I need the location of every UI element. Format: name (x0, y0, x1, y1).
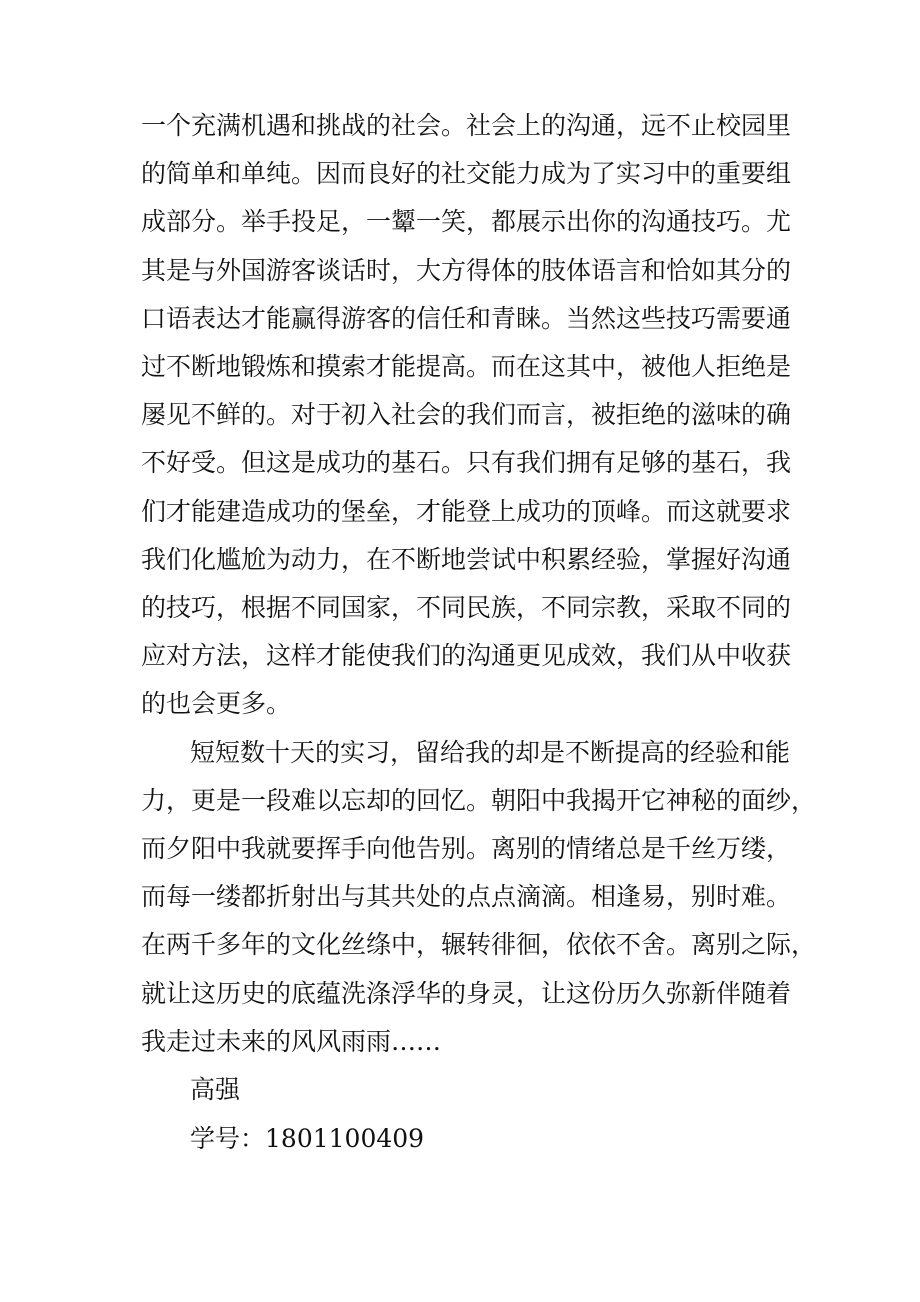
paragraph-2-line: 而夕阳中我就要挥手向他告别。离别的情绪总是千丝万缕， (141, 834, 792, 863)
paragraph-1-line: 成部分。举手投足，一颦一笑，都展示出你的沟通技巧。尤 (141, 207, 792, 236)
paragraph-2-line: 在两千多年的文化丝绦中，辗转徘徊，依依不舍。离别之际， (141, 930, 817, 959)
author-name: 高强 (190, 1075, 241, 1104)
paragraph-1-line: 口语表达才能赢得游客的信任和青睐。当然这些技巧需要通 (141, 304, 792, 333)
student-id-value: 1801100409 (265, 1124, 425, 1153)
paragraph-2-line: 就让这历史的底蕴洗涤浮华的身灵，让这份历久弥新伴随着 (141, 979, 792, 1008)
paragraph-2-line: 我走过未来的风风雨雨…… (141, 1027, 442, 1056)
paragraph-1-line: 我们化尴尬为动力，在不断地尝试中积累经验，掌握好沟通 (141, 545, 792, 574)
paragraph-1-line: 屡见不鲜的。对于初入社会的我们而言，被拒绝的滋味的确 (141, 400, 792, 429)
paragraph-1-line: 其是与外国游客谈话时，大方得体的肢体语言和恰如其分的 (141, 256, 792, 285)
student-id-line (190, 1124, 830, 1154)
paragraph-2-line: 力，更是一段难以忘却的回忆。朝阳中我揭开它神秘的面纱， (141, 786, 817, 815)
paragraph-2-line: 而每一缕都折射出与其共处的点点滴滴。相逢易，别时难。 (141, 882, 792, 911)
paragraph-1-line: 的也会更多。 (141, 689, 292, 718)
paragraph-1-line: 的简单和单纯。因而良好的社交能力成为了实习中的重要组 (141, 159, 792, 188)
paragraph-1-line: 过不断地锻炼和摸索才能提高。而在这其中，被他人拒绝是 (141, 352, 792, 381)
paragraph-1-line: 一个充满机遇和挑战的社会。社会上的沟通，远不止校园里 (141, 111, 792, 140)
student-id-label: 学号： (190, 1124, 266, 1153)
paragraph-1-line: 们才能建造成功的堡垒，才能登上成功的顶峰。而这就要求 (141, 497, 792, 526)
paragraph-1-line: 应对方法，这样才能使我们的沟通更见成效，我们从中收获 (141, 641, 792, 670)
paragraph-1-line: 不好受。但这是成功的基石。只有我们拥有足够的基石，我 (141, 448, 792, 477)
paragraph-1-line: 的技巧，根据不同国家，不同民族，不同宗教，采取不同的 (141, 593, 792, 622)
paragraph-2-line: 短短数十天的实习，留给我的却是不断提高的经验和能 (190, 738, 791, 767)
